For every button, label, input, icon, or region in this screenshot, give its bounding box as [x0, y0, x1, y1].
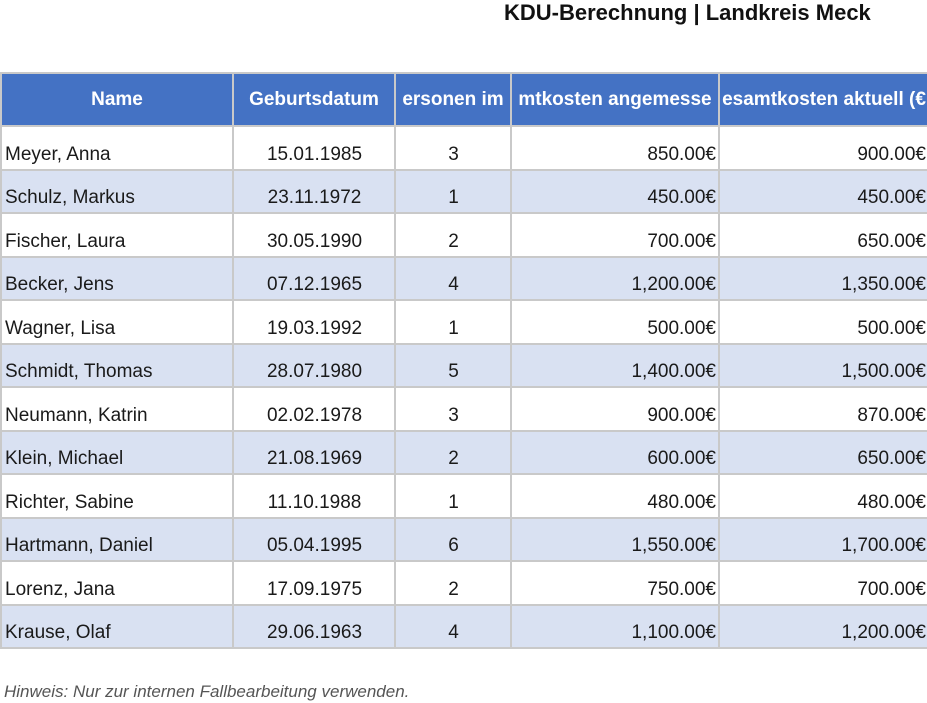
cell-appropriate-costs[interactable]: 480.00€ — [511, 474, 719, 518]
cell-birthdate[interactable]: 19.03.1992 — [233, 300, 395, 344]
header-current-costs[interactable]: esamtkosten aktuell (€ — [719, 73, 927, 126]
cell-birthdate[interactable]: 07.12.1965 — [233, 257, 395, 301]
cell-birthdate[interactable]: 15.01.1985 — [233, 126, 395, 170]
cell-birthdate[interactable]: 05.04.1995 — [233, 518, 395, 562]
cell-appropriate-costs[interactable]: 1,400.00€ — [511, 344, 719, 388]
cell-current-costs[interactable]: 1,500.00€ — [719, 344, 927, 388]
table-row — [1, 257, 927, 301]
cell-appropriate-costs[interactable]: 750.00€ — [511, 561, 719, 605]
table-row — [1, 300, 927, 344]
cell-appropriate-costs[interactable]: 600.00€ — [511, 431, 719, 475]
table-row — [1, 344, 927, 388]
cell-current-costs[interactable]: 1,200.00€ — [719, 605, 927, 649]
cell-name[interactable]: Neumann, Katrin — [1, 387, 233, 431]
cell-current-costs[interactable]: 450.00€ — [719, 170, 927, 214]
cell-appropriate-costs[interactable]: 500.00€ — [511, 300, 719, 344]
cell-name[interactable]: Lorenz, Jana — [1, 561, 233, 605]
table-row — [1, 561, 927, 605]
footnote: Hinweis: Nur zur internen Fallbearbeitung verwenden. — [4, 682, 410, 701]
cell-name[interactable]: Wagner, Lisa — [1, 300, 233, 344]
table-row — [1, 126, 927, 170]
table-row — [1, 605, 927, 649]
cell-name[interactable]: Hartmann, Daniel — [1, 518, 233, 562]
cell-name[interactable]: Becker, Jens — [1, 257, 233, 301]
cell-persons[interactable]: 3 — [395, 126, 511, 170]
cell-current-costs[interactable]: 1,350.00€ — [719, 257, 927, 301]
cell-persons[interactable]: 1 — [395, 474, 511, 518]
cell-appropriate-costs[interactable]: 1,200.00€ — [511, 257, 719, 301]
kdu-table — [0, 72, 927, 649]
header-appropriate-costs[interactable]: mtkosten angemesse — [511, 73, 719, 126]
cell-name[interactable]: Schulz, Markus — [1, 170, 233, 214]
table-row — [1, 431, 927, 475]
cell-persons[interactable]: 2 — [395, 213, 511, 257]
cell-persons[interactable]: 1 — [395, 300, 511, 344]
cell-name[interactable]: Klein, Michael — [1, 431, 233, 475]
cell-name[interactable]: Meyer, Anna — [1, 126, 233, 170]
header-persons[interactable]: ersonen im — [395, 73, 511, 126]
table-row — [1, 170, 927, 214]
cell-birthdate[interactable]: 21.08.1969 — [233, 431, 395, 475]
header-row — [1, 73, 927, 126]
cell-birthdate[interactable]: 23.11.1972 — [233, 170, 395, 214]
cell-name[interactable]: Schmidt, Thomas — [1, 344, 233, 388]
cell-current-costs[interactable]: 480.00€ — [719, 474, 927, 518]
cell-current-costs[interactable]: 900.00€ — [719, 126, 927, 170]
cell-current-costs[interactable]: 650.00€ — [719, 213, 927, 257]
document-title: KDU-Berechnung | Landkreis Meck — [504, 0, 871, 25]
table-row — [1, 213, 927, 257]
cell-current-costs[interactable]: 650.00€ — [719, 431, 927, 475]
cell-appropriate-costs[interactable]: 1,550.00€ — [511, 518, 719, 562]
cell-current-costs[interactable]: 870.00€ — [719, 387, 927, 431]
cell-persons[interactable]: 2 — [395, 431, 511, 475]
cell-persons[interactable]: 4 — [395, 605, 511, 649]
cell-birthdate[interactable]: 17.09.1975 — [233, 561, 395, 605]
cell-name[interactable]: Richter, Sabine — [1, 474, 233, 518]
cell-persons[interactable]: 3 — [395, 387, 511, 431]
cell-current-costs[interactable]: 700.00€ — [719, 561, 927, 605]
cell-persons[interactable]: 6 — [395, 518, 511, 562]
cell-appropriate-costs[interactable]: 900.00€ — [511, 387, 719, 431]
cell-persons[interactable]: 5 — [395, 344, 511, 388]
header-name[interactable]: Name — [1, 73, 233, 126]
table-row — [1, 474, 927, 518]
cell-name[interactable]: Fischer, Laura — [1, 213, 233, 257]
cell-current-costs[interactable]: 500.00€ — [719, 300, 927, 344]
cell-appropriate-costs[interactable]: 850.00€ — [511, 126, 719, 170]
table-row — [1, 518, 927, 562]
cell-appropriate-costs[interactable]: 1,100.00€ — [511, 605, 719, 649]
cell-appropriate-costs[interactable]: 700.00€ — [511, 213, 719, 257]
cell-birthdate[interactable]: 30.05.1990 — [233, 213, 395, 257]
cell-current-costs[interactable]: 1,700.00€ — [719, 518, 927, 562]
cell-persons[interactable]: 2 — [395, 561, 511, 605]
header-birthdate[interactable]: Geburtsdatum — [233, 73, 395, 126]
cell-birthdate[interactable]: 11.10.1988 — [233, 474, 395, 518]
title-area — [0, 0, 927, 40]
table-row — [1, 387, 927, 431]
cell-appropriate-costs[interactable]: 450.00€ — [511, 170, 719, 214]
cell-birthdate[interactable]: 29.06.1963 — [233, 605, 395, 649]
cell-name[interactable]: Krause, Olaf — [1, 605, 233, 649]
cell-birthdate[interactable]: 02.02.1978 — [233, 387, 395, 431]
cell-persons[interactable]: 4 — [395, 257, 511, 301]
cell-persons[interactable]: 1 — [395, 170, 511, 214]
kdu-table-container — [0, 72, 927, 649]
cell-birthdate[interactable]: 28.07.1980 — [233, 344, 395, 388]
table-body — [1, 126, 927, 648]
